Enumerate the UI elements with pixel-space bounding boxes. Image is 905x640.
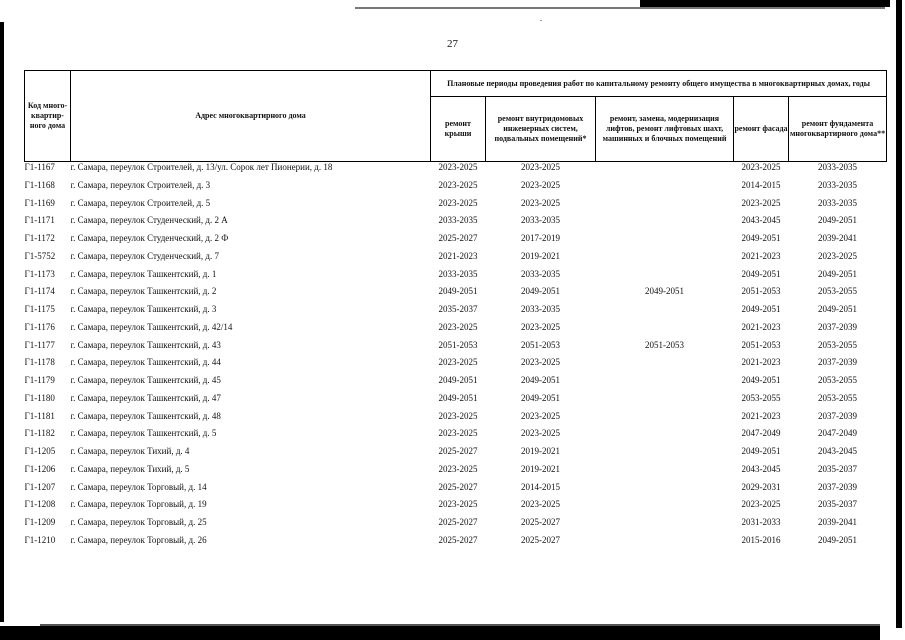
table-row (25, 428, 887, 446)
cell-systems: 2049-2051 (521, 375, 560, 385)
cell-systems: 2033-2035 (521, 304, 560, 314)
cell-elevators (596, 482, 734, 500)
cell-code: Г1-1167 (24, 162, 55, 172)
cell-foundation: 2037-2039 (818, 357, 858, 368)
cell-elevators (596, 375, 734, 393)
cell-code: Г1-1180 (24, 392, 55, 403)
cell-foundation: 2033-2035 (818, 197, 858, 208)
cell-roof: 2051-2053 (438, 339, 478, 350)
cell-address: г. Самара, переулок Ташкентский, д. 43 (70, 339, 221, 350)
cell-systems: 2025-2027 (521, 534, 560, 545)
cell-foundation: 2033-2035 (818, 162, 858, 172)
cell-address: г. Самара, переулок Ташкентский, д. 42/14 (70, 321, 233, 332)
cell-address: г. Самара, переулок Строителей, д. 5 (70, 197, 211, 208)
cell-systems: 2023-2025 (521, 162, 560, 172)
cell-facade: 2049-2051 (741, 304, 781, 314)
cell-code: Г1-1176 (24, 321, 55, 332)
table-row (25, 535, 887, 553)
cell-roof: 2023-2025 (438, 499, 478, 510)
cell-code: Г1-1205 (24, 446, 56, 456)
cell-address: г. Самара, переулок Студенческий, д. 2 Ф (70, 233, 229, 243)
cell-facade: 2049-2051 (741, 233, 781, 243)
cell-address: г. Самара, переулок Торговый, д. 19 (70, 499, 207, 510)
cell-code: Г1-1169 (24, 197, 55, 208)
scan-edge-right (896, 0, 902, 628)
scan-edge-top (355, 7, 885, 9)
cell-address: г. Самара, переулок Ташкентский, д. 1 (70, 268, 217, 279)
cell-systems: 2023-2025 (521, 499, 560, 510)
header-planned-periods: Плановые периоды проведения работ по капитальному ремонту общего имущества в многоквартирных домах, годы (431, 71, 887, 97)
cell-elevators (596, 180, 734, 198)
table-row (25, 233, 887, 251)
cell-address: г. Самара, переулок Ташкентский, д. 5 (70, 428, 217, 439)
cell-code: Г1-1181 (24, 410, 55, 421)
cell-systems: 2014-2015 (521, 481, 560, 492)
cell-foundation: 2049-2051 (818, 268, 858, 279)
cell-foundation: 2047-2049 (818, 428, 858, 439)
cell-facade: 2029-2031 (741, 481, 781, 492)
cell-code: Г1-1171 (24, 215, 55, 226)
cell-address: г. Самара, переулок Тихий, д. 5 (70, 463, 190, 474)
cell-roof: 2023-2025 (438, 179, 478, 190)
cell-systems: 2023-2025 (521, 357, 560, 368)
cell-systems: 2023-2025 (521, 428, 560, 439)
cell-systems: 2049-2051 (521, 392, 560, 403)
cell-address: г. Самара, переулок Студенческий, д. 7 (70, 250, 219, 261)
cell-foundation: 2049-2051 (818, 215, 858, 226)
cell-roof: 2021-2023 (438, 250, 478, 261)
cell-facade: 2053-2055 (741, 392, 781, 403)
cell-foundation: 2049-2051 (818, 534, 858, 545)
cell-code: Г1-1209 (24, 517, 56, 527)
cell-facade: 2014-2015 (741, 179, 781, 190)
cell-systems: 2025-2027 (521, 517, 560, 527)
cell-foundation: 2053-2055 (818, 375, 858, 385)
cell-facade: 2043-2045 (741, 463, 781, 474)
cell-elevators: 2051-2053 (645, 339, 684, 350)
cell-code: Г1-1208 (24, 499, 56, 510)
table-row (25, 322, 887, 340)
cell-address: г. Самара, переулок Торговый, д. 26 (70, 534, 207, 545)
header-elevators: ремонт, замена, модернизация лифтов, ремонт лифтовых шахт, машинных и блочных помещений (596, 97, 734, 162)
cell-elevators (596, 428, 734, 446)
header-facade: ремонт фасада (734, 97, 789, 162)
cell-roof: 2049-2051 (438, 375, 478, 385)
scan-edge-top-dark (640, 0, 890, 7)
cell-elevators (596, 446, 734, 464)
cell-foundation: 2053-2055 (818, 339, 858, 350)
header-systems: ремонт внутридомовых инженерных систем, подвальных помещений* (486, 97, 596, 162)
table-row (25, 162, 887, 180)
cell-code: Г1-1174 (24, 286, 55, 297)
table-row (25, 517, 887, 535)
cell-address: г. Самара, переулок Ташкентский, д. 44 (70, 357, 221, 368)
table-row (25, 464, 887, 482)
cell-systems: 2033-2035 (521, 268, 560, 279)
cell-systems: 2049-2051 (521, 286, 560, 297)
cell-code: Г1-1206 (24, 463, 56, 474)
header-address: Адрес многоквартирного дома (71, 71, 431, 162)
cell-facade: 2049-2051 (741, 268, 781, 279)
cell-roof: 2023-2025 (438, 197, 478, 208)
cell-elevators (596, 411, 734, 429)
table-header (25, 71, 887, 162)
cell-roof: 2049-2051 (438, 392, 478, 403)
cell-roof: 2025-2027 (438, 517, 478, 527)
cell-foundation: 2049-2051 (818, 304, 858, 314)
cell-code: Г1-1182 (24, 428, 55, 439)
cell-facade: 2043-2045 (741, 215, 781, 226)
table-row (25, 340, 887, 358)
cell-code: Г1-1173 (24, 268, 55, 279)
table-row (25, 180, 887, 198)
cell-elevators (596, 251, 734, 269)
cell-facade: 2021-2023 (741, 410, 781, 421)
cell-address: г. Самара, переулок Ташкентский, д. 45 (70, 375, 221, 385)
cell-roof: 2025-2027 (438, 233, 478, 243)
table-row (25, 482, 887, 500)
cell-roof: 2025-2027 (438, 534, 478, 545)
cell-systems: 2019-2021 (521, 250, 560, 261)
scan-speck (540, 20, 542, 21)
table-row (25, 411, 887, 429)
cell-roof: 2033-2035 (438, 268, 478, 279)
cell-roof: 2025-2027 (438, 481, 478, 492)
cell-facade: 2023-2025 (741, 197, 781, 208)
cell-facade: 2021-2023 (741, 357, 781, 368)
cell-roof: 2023-2025 (438, 357, 478, 368)
cell-foundation: 2035-2037 (818, 499, 858, 510)
cell-address: г. Самара, переулок Ташкентский, д. 48 (70, 410, 221, 421)
cell-elevators (596, 322, 734, 340)
cell-foundation: 2037-2039 (818, 321, 858, 332)
cell-roof: 2023-2025 (438, 321, 478, 332)
cell-elevators (596, 393, 734, 411)
cell-roof: 2023-2025 (438, 428, 478, 439)
table-row (25, 375, 887, 393)
cell-roof: 2023-2025 (438, 463, 478, 474)
cell-code: Г1-1175 (24, 304, 55, 314)
cell-facade: 2049-2051 (741, 375, 781, 385)
cell-foundation: 2037-2039 (818, 481, 858, 492)
cell-code: Г1-1168 (24, 179, 55, 190)
cell-facade: 2023-2025 (741, 499, 781, 510)
cell-elevators (596, 304, 734, 322)
cell-address: г. Самара, переулок Строителей, д. 3 (70, 179, 211, 190)
table-row (25, 286, 887, 304)
cell-elevators (596, 357, 734, 375)
cell-elevators (596, 535, 734, 553)
cell-systems: 2033-2035 (521, 215, 560, 226)
cell-roof: 2035-2037 (438, 304, 478, 314)
cell-address: г. Самара, переулок Торговый, д. 25 (70, 517, 207, 527)
cell-foundation: 2053-2055 (818, 286, 858, 297)
table-row (25, 198, 887, 216)
cell-foundation: 2039-2041 (818, 233, 858, 243)
cell-systems: 2017-2019 (521, 233, 560, 243)
cell-roof: 2023-2025 (438, 162, 478, 172)
table-row (25, 446, 887, 464)
table-row (25, 304, 887, 322)
cell-elevators (596, 464, 734, 482)
cell-systems: 2023-2025 (521, 410, 560, 421)
cell-foundation: 2053-2055 (818, 392, 858, 403)
table-row (25, 393, 887, 411)
scan-edge-left (0, 22, 4, 622)
cell-foundation: 2033-2035 (818, 179, 858, 190)
cell-facade: 2049-2051 (741, 446, 781, 456)
cell-foundation: 2043-2045 (818, 446, 858, 456)
cell-roof: 2025-2027 (438, 446, 478, 456)
cell-roof: 2033-2035 (438, 215, 478, 226)
cell-code: Г1-1210 (24, 534, 56, 545)
cell-foundation: 2037-2039 (818, 410, 858, 421)
cell-facade: 2051-2053 (741, 339, 781, 350)
header-foundation: ремонт фундамента многоквартирного дома** (789, 97, 887, 162)
cell-elevators (596, 269, 734, 287)
cell-elevators (596, 517, 734, 535)
cell-elevators (596, 215, 734, 233)
cell-code: Г1-1172 (24, 233, 55, 243)
cell-code: Г1-1177 (24, 339, 55, 350)
cell-facade: 2021-2023 (741, 321, 781, 332)
cell-systems: 2023-2025 (521, 179, 560, 190)
cell-facade: 2047-2049 (741, 428, 781, 439)
cell-code: Г1-1207 (24, 481, 56, 492)
cell-address: г. Самара, переулок Тихий, д. 4 (70, 446, 190, 456)
cell-address: г. Самара, переулок Торговый, д. 14 (70, 481, 207, 492)
table-row (25, 269, 887, 287)
cell-systems: 2019-2021 (521, 446, 560, 456)
cell-address: г. Самара, переулок Ташкентский, д. 2 (70, 286, 217, 297)
cell-code: Г1-1179 (24, 375, 55, 385)
cell-code: Г1-1178 (24, 357, 55, 368)
scan-edge-bottom (0, 626, 880, 640)
cell-roof: 2023-2025 (438, 410, 478, 421)
cell-elevators (596, 233, 734, 251)
cell-facade: 2015-2016 (741, 534, 781, 545)
cell-systems: 2051-2053 (521, 339, 560, 350)
cell-address: г. Самара, переулок Студенческий, д. 2 А (70, 215, 228, 226)
cell-elevators: 2049-2051 (645, 286, 684, 297)
table-row (25, 215, 887, 233)
cell-address: г. Самара, переулок Ташкентский, д. 47 (70, 392, 221, 403)
cell-elevators (596, 499, 734, 517)
cell-systems: 2023-2025 (521, 197, 560, 208)
cell-facade: 2021-2023 (741, 250, 781, 261)
table-row (25, 357, 887, 375)
cell-foundation: 2039-2041 (818, 517, 858, 527)
cell-facade: 2023-2025 (741, 162, 781, 172)
cell-systems: 2023-2025 (521, 321, 560, 332)
cell-roof: 2049-2051 (438, 286, 478, 297)
header-roof: ремонт крыши (431, 97, 486, 162)
cell-systems: 2019-2021 (521, 463, 560, 474)
header-code: Код много-квартир-ного дома (25, 71, 71, 162)
cell-foundation: 2023-2025 (818, 250, 858, 261)
repair-schedule-table (24, 70, 887, 553)
table-row (25, 251, 887, 269)
table-row (25, 499, 887, 517)
cell-address: г. Самара, переулок Строителей, д. 13/ул. Сорок лет Пионерии, д. 18 (70, 162, 333, 172)
cell-address: г. Самара, переулок Ташкентский, д. 3 (70, 304, 217, 314)
cell-foundation: 2035-2037 (818, 463, 858, 474)
cell-code: Г1-5752 (24, 250, 56, 261)
cell-facade: 2051-2053 (741, 286, 781, 297)
cell-facade: 2031-2033 (741, 517, 781, 527)
cell-elevators (596, 198, 734, 216)
page-number: 27 (447, 38, 458, 50)
cell-elevators (596, 162, 734, 180)
table-body (25, 162, 887, 553)
